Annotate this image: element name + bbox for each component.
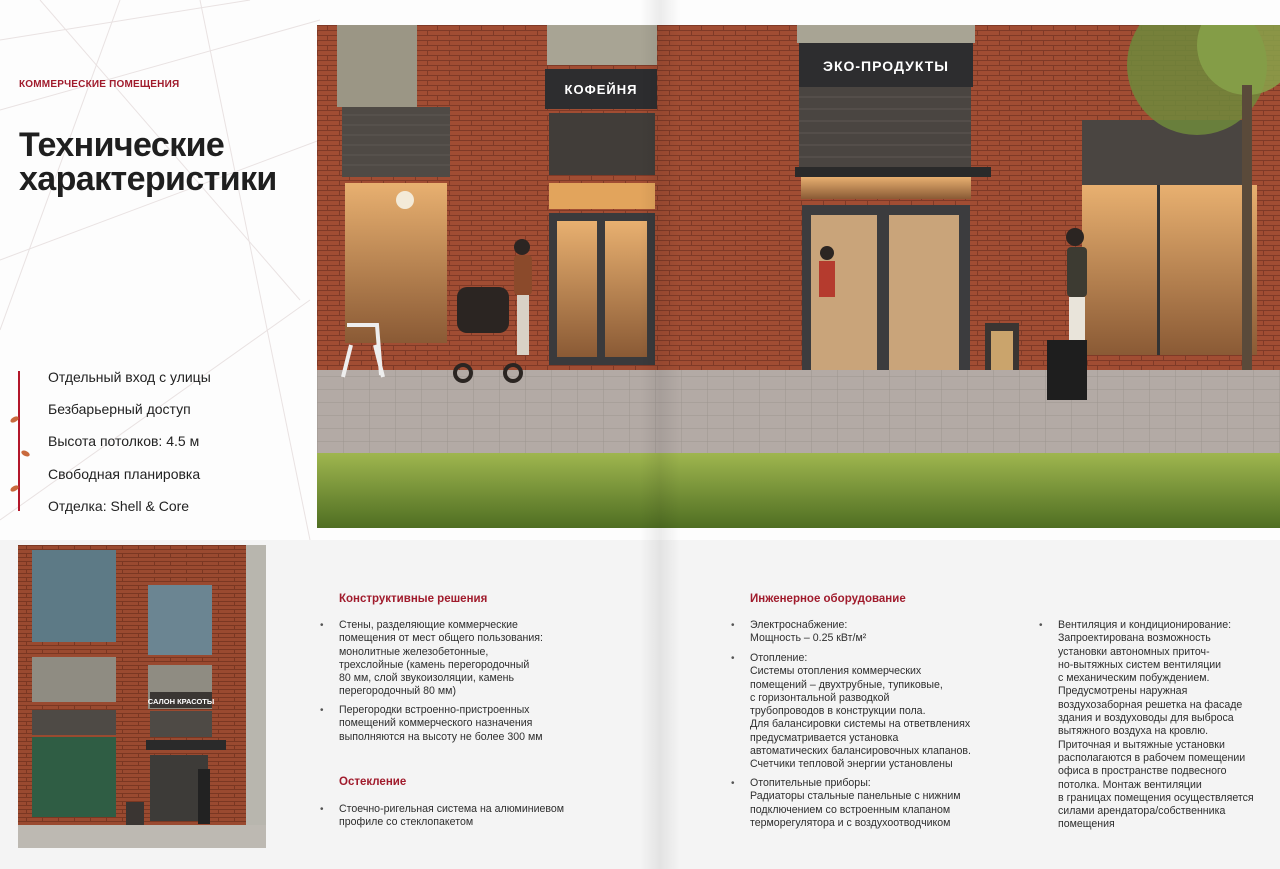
heading-engineering: Инженерное оборудование [750, 593, 906, 605]
page-gutter [640, 0, 680, 869]
feature-rail [18, 371, 20, 511]
bullet-icon: • [320, 705, 324, 716]
engineering-item: • Отопление: Системы отопления коммерческих помещений – двухтрубные, тупиковые, с горизонтальной разводкой трубопроводов в конструкции пола. Для балансировки системы на ответвлениях предусматривается установка автоматических балансировочных клапанов. Счетчики тепловой энергии установлены [731, 652, 971, 771]
sign-coffee: КОФЕЙНЯ [564, 82, 638, 97]
leaf-icon [20, 449, 30, 457]
heading-glazing: Остекление [339, 776, 407, 788]
page-title [19, 128, 309, 196]
engineering-item: • Отопительные приборы: Радиаторы стальные панельные с нижним подключением со встроенным клапаном терморегулятора и с воздухоотводчиком [731, 777, 961, 829]
section-kicker: КОММЕРЧЕСКИЕ ПОМЕЩЕНИЯ [19, 79, 180, 90]
feature-item: Свободная планировка [48, 466, 201, 482]
glazing-item: • Стоечно-ригельная система на алюминиевом профиле со стеклопакетом [320, 803, 565, 829]
feature-item: Отдельный вход с улицы [48, 369, 211, 385]
construction-item: • Стены, разделяющие коммерческие помещения от мест общего пользования: монолитные железобетонные, трехслойные (камень перегородочный 80 мм, слой звукоизоляции, камень перегородочный 80 мм) [320, 619, 543, 698]
sign-eco: ЭКО-ПРОДУКТЫ [823, 58, 949, 74]
ventilation-item: • Вентиляция и кондиционирование: Запроектирована возможность установки автономных приточ- но-вытяжных систем вентиляции с механическим побуждением. Предусмотрены наружная воздухозаборная решетка на фасаде здания и воздуховоды для выброса вытяжного воздуха на кровлю. Приточная и вытяжные установки располагаются в рабочем помещении офиса в пространстве подвесного потолка. Монтаж вентиляции в границах помещения осуществляется силами арендатора/собственника помещения [1039, 619, 1254, 831]
feature-item: Безбарьерный доступ [48, 401, 191, 417]
page-title-line: Технические [19, 126, 225, 164]
construction-item: • Перегородки встроенно-пристроенных помещений коммерческого назначения выполняются на высоту не более 300 мм [320, 704, 543, 743]
engineering-item: • Электроснабжение: Мощность – 0.25 кВт/м² [731, 619, 867, 645]
sign-salon: САЛОН КРАСОТЫ [147, 697, 215, 706]
bullet-icon: • [320, 804, 324, 815]
bullet-icon: • [1039, 620, 1043, 631]
heading-construction: Конструктивные решения [339, 593, 488, 605]
feature-item: Высота потолков: 4.5 м [48, 433, 200, 449]
feature-list [18, 369, 298, 514]
hero-storefront-image [317, 25, 1280, 528]
building-thumbnail-image [18, 545, 266, 848]
bullet-icon: • [731, 653, 735, 664]
bullet-icon: • [320, 620, 324, 631]
bullet-icon: • [731, 620, 735, 631]
page-title-line: характеристики [19, 160, 277, 198]
feature-item: Отделка: Shell & Core [48, 498, 190, 514]
bullet-icon: • [731, 778, 735, 789]
